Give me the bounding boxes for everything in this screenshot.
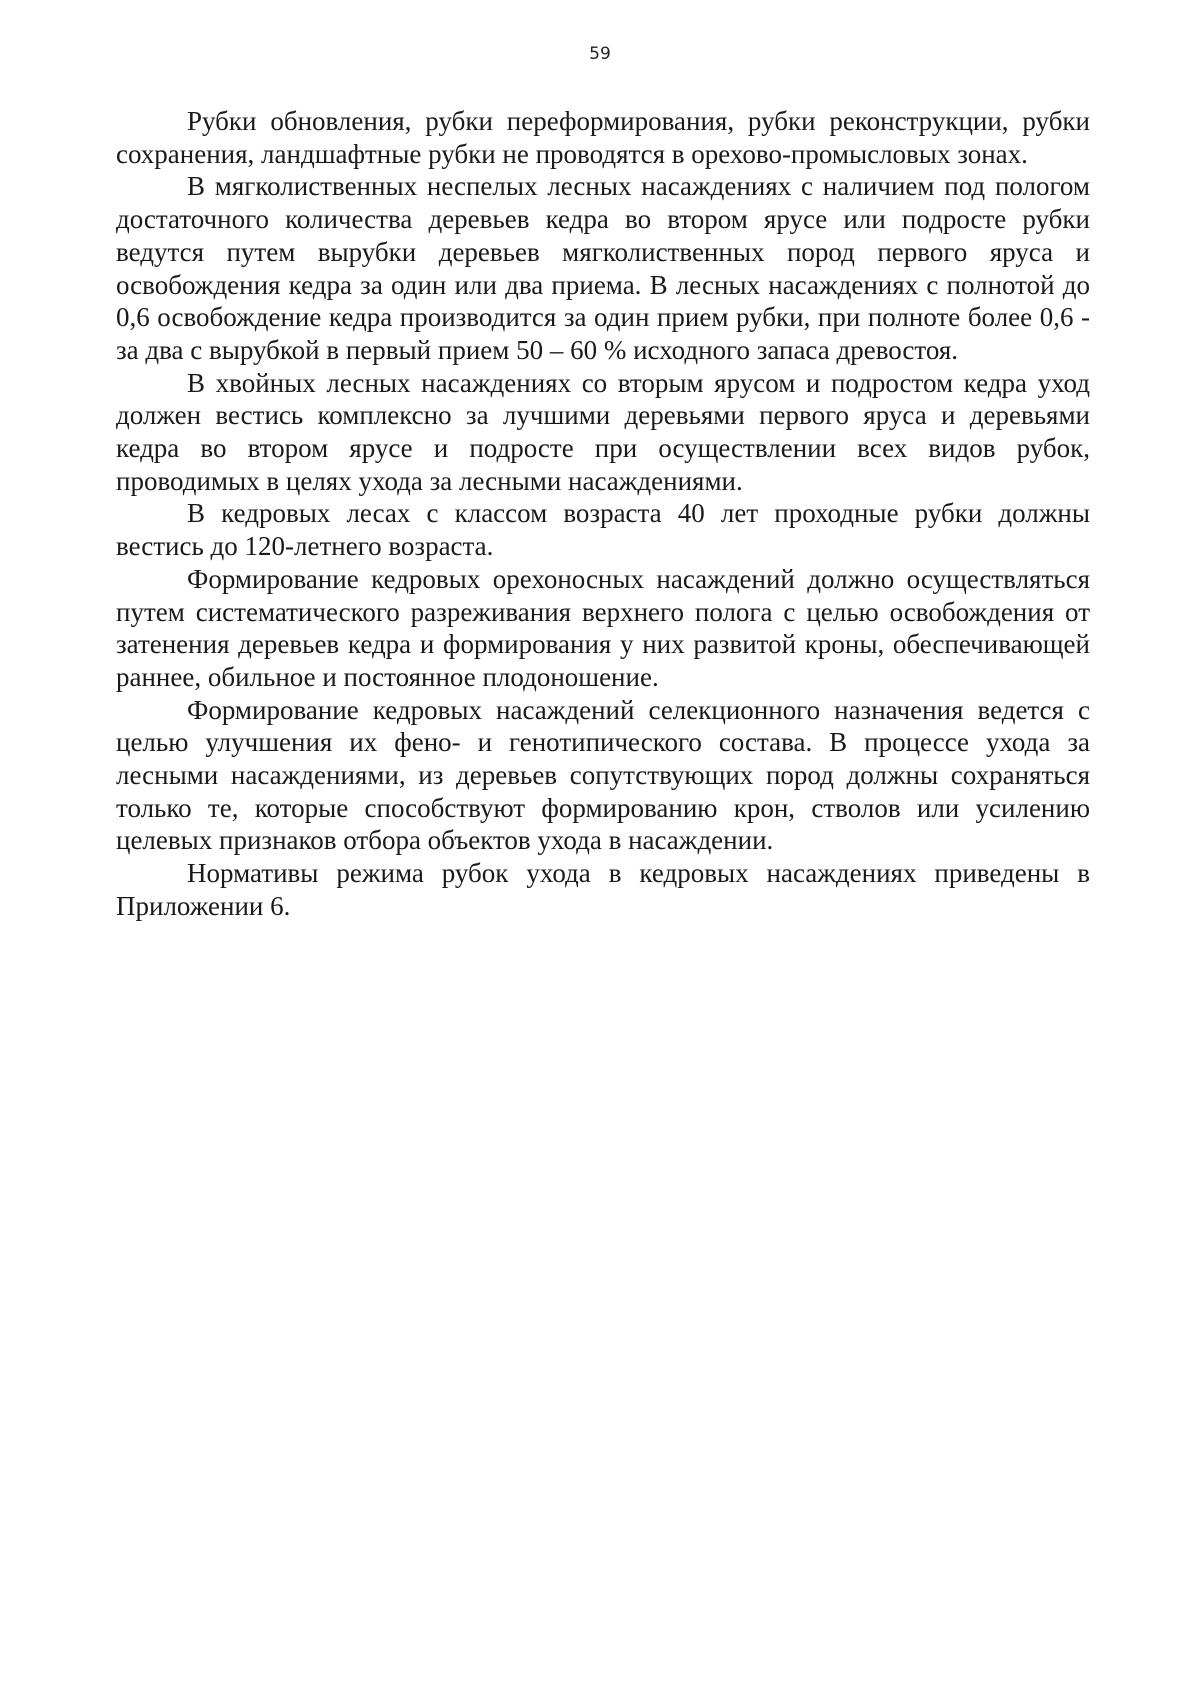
paragraph: Рубки обновления, рубки переформирования, рубки реконструкции, рубки сохранения, ландшафтные рубки не проводятся в орехово-промысловых зонах.: [116, 106, 1090, 169]
page-number: 59: [589, 44, 611, 64]
paragraph: Нормативы режима рубок ухода в кедровых насаждениях приведены в Приложении 6.: [116, 858, 1090, 921]
paragraph: В мягколиственных неспелых лесных насаждениях с наличием под пологом достаточного количества деревьев кедра во втором ярусе или подросте рубки ведутся путем вырубки деревьев мягколиственных пород первого яруса и освобождения кедра за один или два приема. В лесных насаждениях с полнотой до 0,6 освобождение кедра производится за один прием рубки, при полноте более 0,6 - за два с вырубкой в первый прием 50 – 60 % исходного запаса древостоя.: [116, 171, 1090, 365]
paragraph: Формирование кедровых орехоносных насаждений должно осуществляться путем систематического разреживания верхнего полога с целью освобождения от затенения деревьев кедра и формирования у них развитой кроны, обеспечивающей раннее, обильное и постоянное плодоношение.: [116, 563, 1090, 692]
paragraph: В хвойных лесных насаждениях со вторым ярусом и подростом кедра уход должен вестись комплексно за лучшими деревьями первого яруса и деревьями кедра во втором ярусе и подросте при осуществлении всех видов рубок, проводимых в целях ухода за лесными насаждениями.: [116, 367, 1090, 496]
paragraph: Формирование кедровых насаждений селекционного назначения ведется с целью улучшения их фено- и генотипического состава. В процессе ухода за лесными насаждениями, из деревьев сопутствующих пород должны сохраняться только те, которые способствуют формированию крон, стволов или усилению целевых признаков отбора объектов ухода в насаждении.: [116, 694, 1090, 856]
paragraph: В кедровых лесах с классом возраста 40 лет проходные рубки должны вестись до 120-летнего возраста.: [116, 498, 1090, 562]
document-body: [116, 105, 1090, 923]
